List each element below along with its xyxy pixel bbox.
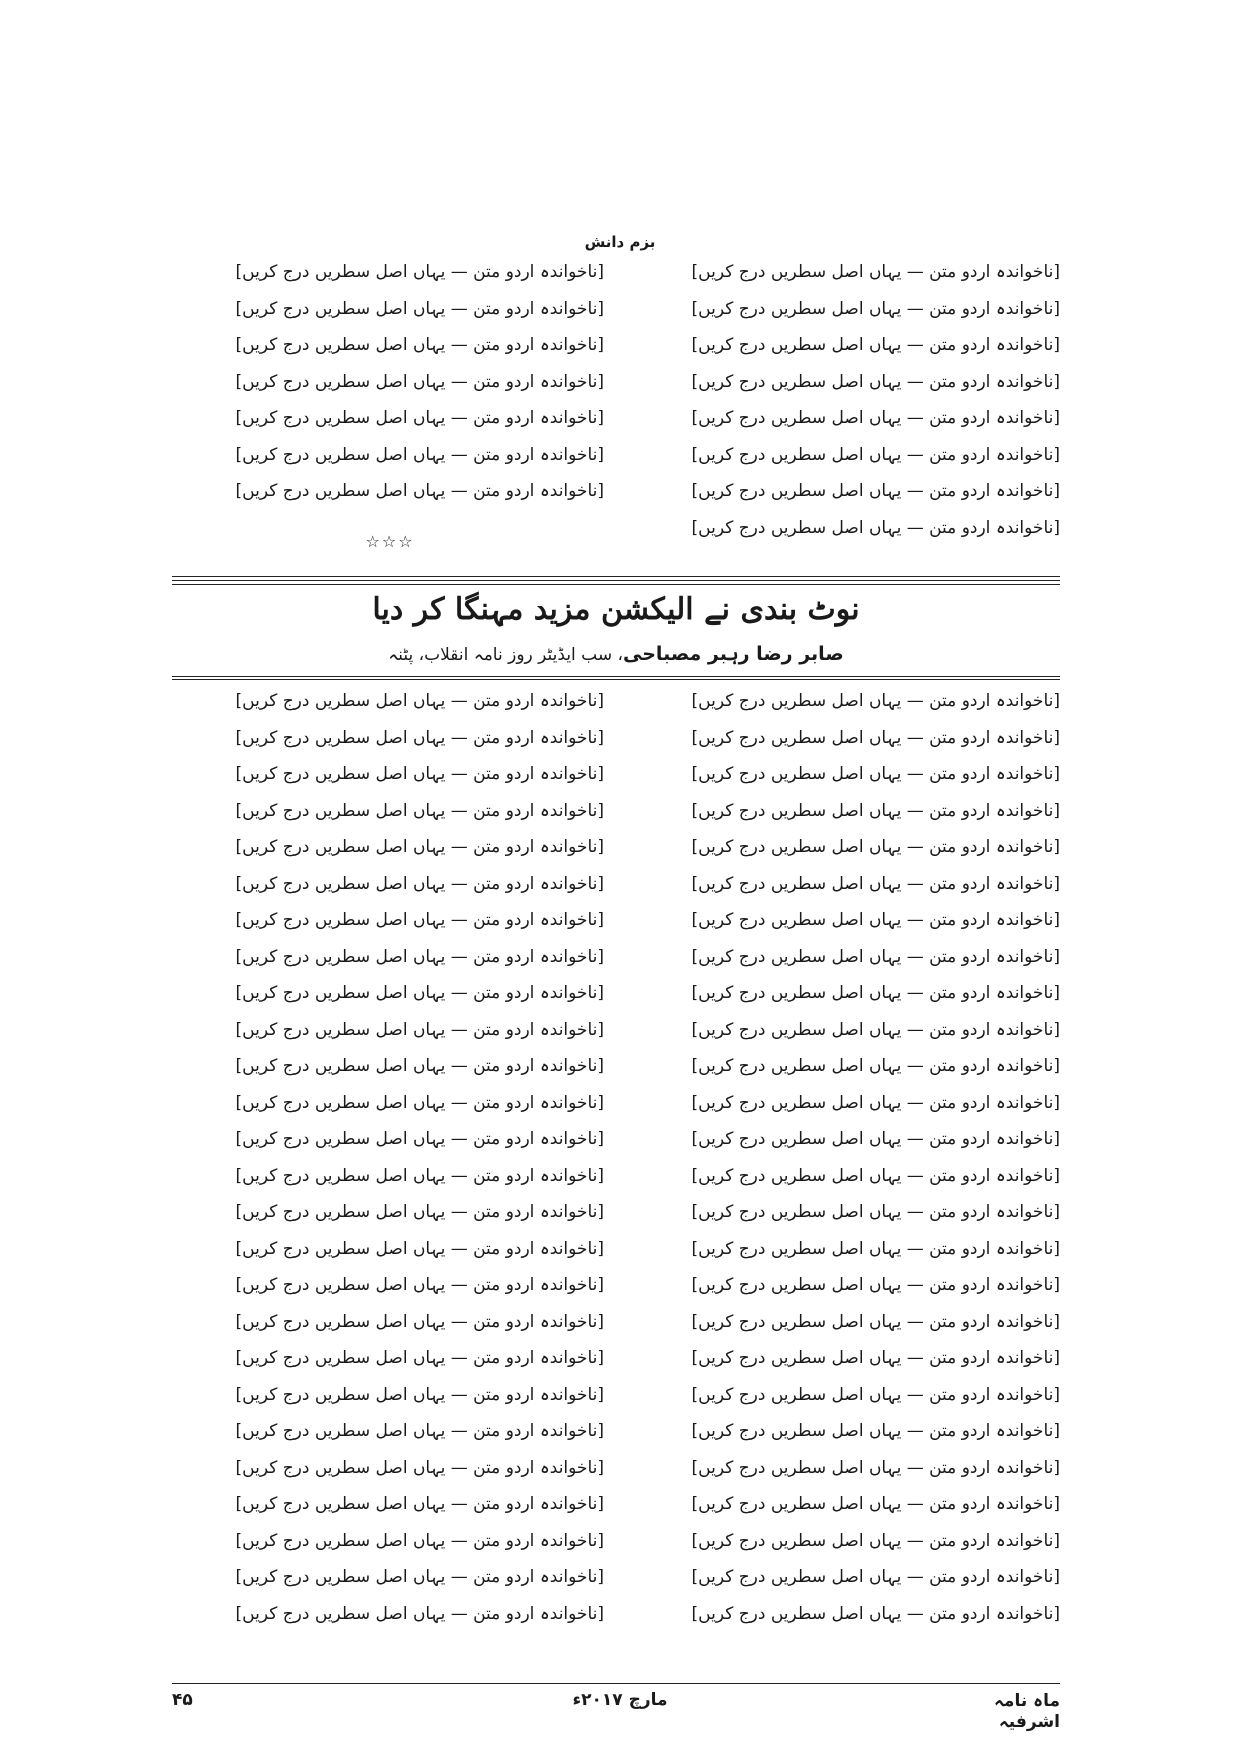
column-line: [ناخواندہ اردو متن — یہاں اصل سطریں درج کریں]	[235, 444, 604, 465]
divider-rule	[172, 679, 1060, 680]
column-line: [ناخواندہ اردو متن — یہاں اصل سطریں درج کریں]	[691, 727, 1060, 748]
column-line: [ناخواندہ اردو متن — یہاں اصل سطریں درج کریں]	[235, 691, 604, 711]
column-line: [ناخواندہ اردو متن — یہاں اصل سطریں درج کریں]	[691, 335, 1060, 355]
column-line: [ناخواندہ اردو متن — یہاں اصل سطریں درج کریں]	[235, 1494, 604, 1514]
column-line: [ناخواندہ اردو متن — یہاں اصل سطریں درج کریں]	[235, 1165, 604, 1186]
divider-rule	[172, 676, 1060, 677]
column-line: [ناخواندہ اردو متن — یہاں اصل سطریں درج کریں]	[235, 298, 604, 319]
column-line: [ناخواندہ اردو متن — یہاں اصل سطریں درج کریں]	[691, 800, 1060, 821]
column-line: [ناخواندہ اردو متن — یہاں اصل سطریں درج کریں]	[235, 1092, 604, 1113]
column-line: [ناخواندہ اردو متن — یہاں اصل سطریں درج کریں]	[691, 262, 1060, 282]
column-line: [ناخواندہ اردو متن — یہاں اصل سطریں درج کریں]	[235, 1567, 604, 1587]
column-line: [ناخواندہ اردو متن — یہاں اصل سطریں درج کریں]	[235, 481, 604, 501]
column-line: [ناخواندہ اردو متن — یہاں اصل سطریں درج کریں]	[691, 1092, 1060, 1113]
article-title: نوٹ بندی نے الیکشن مزید مہنگا کر دیا	[372, 592, 860, 627]
column-line: [ناخواندہ اردو متن — یہاں اصل سطریں درج کریں]	[691, 481, 1060, 501]
column-line: [ناخواندہ اردو متن — یہاں اصل سطریں درج کریں]	[691, 517, 1060, 538]
column-line: [ناخواندہ اردو متن — یہاں اصل سطریں درج کریں]	[235, 837, 604, 857]
divider-rule	[172, 576, 1060, 577]
column-line: [ناخواندہ اردو متن — یہاں اصل سطریں درج کریں]	[691, 873, 1060, 894]
column-line: [ناخواندہ اردو متن — یہاں اصل سطریں درج کریں]	[691, 371, 1060, 392]
column-line: [ناخواندہ اردو متن — یہاں اصل سطریں درج کریں]	[235, 946, 604, 967]
column-line: [ناخواندہ اردو متن — یہاں اصل سطریں درج کریں]	[691, 444, 1060, 465]
top-right-column	[638, 254, 1060, 546]
column-line: [ناخواندہ اردو متن — یہاں اصل سطریں درج کریں]	[691, 1129, 1060, 1149]
column-line: [ناخواندہ اردو متن — یہاں اصل سطریں درج کریں]	[691, 1494, 1060, 1514]
column-line: [ناخواندہ اردو متن — یہاں اصل سطریں درج کریں]	[691, 1384, 1060, 1405]
article-right-column	[638, 683, 1060, 1632]
column-line: [ناخواندہ اردو متن — یہاں اصل سطریں درج کریں]	[691, 1165, 1060, 1186]
column-line: [ناخواندہ اردو متن — یہاں اصل سطریں درج کریں]	[691, 1348, 1060, 1368]
column-line: [ناخواندہ اردو متن — یہاں اصل سطریں درج کریں]	[235, 1275, 604, 1295]
column-line: [ناخواندہ اردو متن — یہاں اصل سطریں درج کریں]	[691, 946, 1060, 967]
column-line: [ناخواندہ اردو متن — یہاں اصل سطریں درج کریں]	[235, 408, 604, 428]
column-line: [ناخواندہ اردو متن — یہاں اصل سطریں درج کریں]	[691, 1275, 1060, 1295]
column-line: [ناخواندہ اردو متن — یہاں اصل سطریں درج کریں]	[235, 910, 604, 930]
column-line: [ناخواندہ اردو متن — یہاں اصل سطریں درج کریں]	[691, 1567, 1060, 1587]
column-line: [ناخواندہ اردو متن — یہاں اصل سطریں درج کریں]	[235, 1384, 604, 1405]
author-name: صابر رضا رہبر مصباحی	[623, 643, 844, 665]
column-line: [ناخواندہ اردو متن — یہاں اصل سطریں درج کریں]	[235, 1348, 604, 1368]
footer-magazine-name: ماہ نامہ اشرفیہ	[993, 1691, 1060, 1732]
column-line: [ناخواندہ اردو متن — یہاں اصل سطریں درج کریں]	[691, 1530, 1060, 1551]
column-line: [ناخواندہ اردو متن — یہاں اصل سطریں درج کریں]	[691, 1056, 1060, 1076]
column-line: [ناخواندہ اردو متن — یہاں اصل سطریں درج کریں]	[691, 764, 1060, 784]
column-line: [ناخواندہ اردو متن — یہاں اصل سطریں درج کریں]	[691, 1202, 1060, 1222]
column-line: [ناخواندہ اردو متن — یہاں اصل سطریں درج کریں]	[235, 800, 604, 821]
column-line: [ناخواندہ اردو متن — یہاں اصل سطریں درج کریں]	[235, 262, 604, 282]
column-line: [ناخواندہ اردو متن — یہاں اصل سطریں درج کریں]	[691, 1421, 1060, 1441]
footer-date: مارچ ۲۰۱۷ء	[572, 1690, 668, 1710]
column-line: [ناخواندہ اردو متن — یہاں اصل سطریں درج کریں]	[691, 408, 1060, 428]
divider-rule	[172, 580, 1060, 581]
column-line: [ناخواندہ اردو متن — یہاں اصل سطریں درج کریں]	[235, 1311, 604, 1332]
column-line: [ناخواندہ اردو متن — یہاں اصل سطریں درج کریں]	[691, 691, 1060, 711]
section-end-stars: ☆☆☆	[365, 532, 415, 551]
footer-rule	[172, 1683, 1060, 1684]
byline	[172, 643, 1060, 665]
page-number: ۴۵	[172, 1690, 193, 1710]
column-line: [ناخواندہ اردو متن — یہاں اصل سطریں درج کریں]	[691, 298, 1060, 319]
divider-rule	[172, 584, 1060, 585]
column-line: [ناخواندہ اردو متن — یہاں اصل سطریں درج کریں]	[235, 873, 604, 894]
column-line: [ناخواندہ اردو متن — یہاں اصل سطریں درج کریں]	[235, 1056, 604, 1076]
column-line: [ناخواندہ اردو متن — یہاں اصل سطریں درج کریں]	[691, 1019, 1060, 1040]
column-line: [ناخواندہ اردو متن — یہاں اصل سطریں درج کریں]	[691, 837, 1060, 857]
column-line: [ناخواندہ اردو متن — یہاں اصل سطریں درج کریں]	[235, 1530, 604, 1551]
column-line: [ناخواندہ اردو متن — یہاں اصل سطریں درج کریں]	[235, 1019, 604, 1040]
article-left-column	[172, 683, 604, 1632]
column-line: [ناخواندہ اردو متن — یہاں اصل سطریں درج کریں]	[691, 1238, 1060, 1259]
column-line: [ناخواندہ اردو متن — یہاں اصل سطریں درج کریں]	[691, 1457, 1060, 1478]
column-line: [ناخواندہ اردو متن — یہاں اصل سطریں درج کریں]	[235, 1603, 604, 1624]
column-line: [ناخواندہ اردو متن — یہاں اصل سطریں درج کریں]	[691, 1311, 1060, 1332]
author-role: ، سب ایڈیٹر روز نامہ انقلاب، پٹنہ	[388, 645, 624, 665]
running-head: بزم دانش	[584, 233, 656, 251]
column-line: [ناخواندہ اردو متن — یہاں اصل سطریں درج کریں]	[235, 764, 604, 784]
column-line: [ناخواندہ اردو متن — یہاں اصل سطریں درج کریں]	[235, 727, 604, 748]
column-line: [ناخواندہ اردو متن — یہاں اصل سطریں درج کریں]	[691, 983, 1060, 1003]
top-left-column	[172, 254, 604, 510]
column-line: [ناخواندہ اردو متن — یہاں اصل سطریں درج کریں]	[235, 335, 604, 355]
column-line: [ناخواندہ اردو متن — یہاں اصل سطریں درج کریں]	[235, 1238, 604, 1259]
column-line: [ناخواندہ اردو متن — یہاں اصل سطریں درج کریں]	[691, 1603, 1060, 1624]
column-line: [ناخواندہ اردو متن — یہاں اصل سطریں درج کریں]	[235, 371, 604, 392]
column-line: [ناخواندہ اردو متن — یہاں اصل سطریں درج کریں]	[235, 1202, 604, 1222]
column-line: [ناخواندہ اردو متن — یہاں اصل سطریں درج کریں]	[691, 910, 1060, 930]
column-line: [ناخواندہ اردو متن — یہاں اصل سطریں درج کریں]	[235, 1421, 604, 1441]
column-line: [ناخواندہ اردو متن — یہاں اصل سطریں درج کریں]	[235, 1129, 604, 1149]
column-line: [ناخواندہ اردو متن — یہاں اصل سطریں درج کریں]	[235, 983, 604, 1003]
column-line: [ناخواندہ اردو متن — یہاں اصل سطریں درج کریں]	[235, 1457, 604, 1478]
